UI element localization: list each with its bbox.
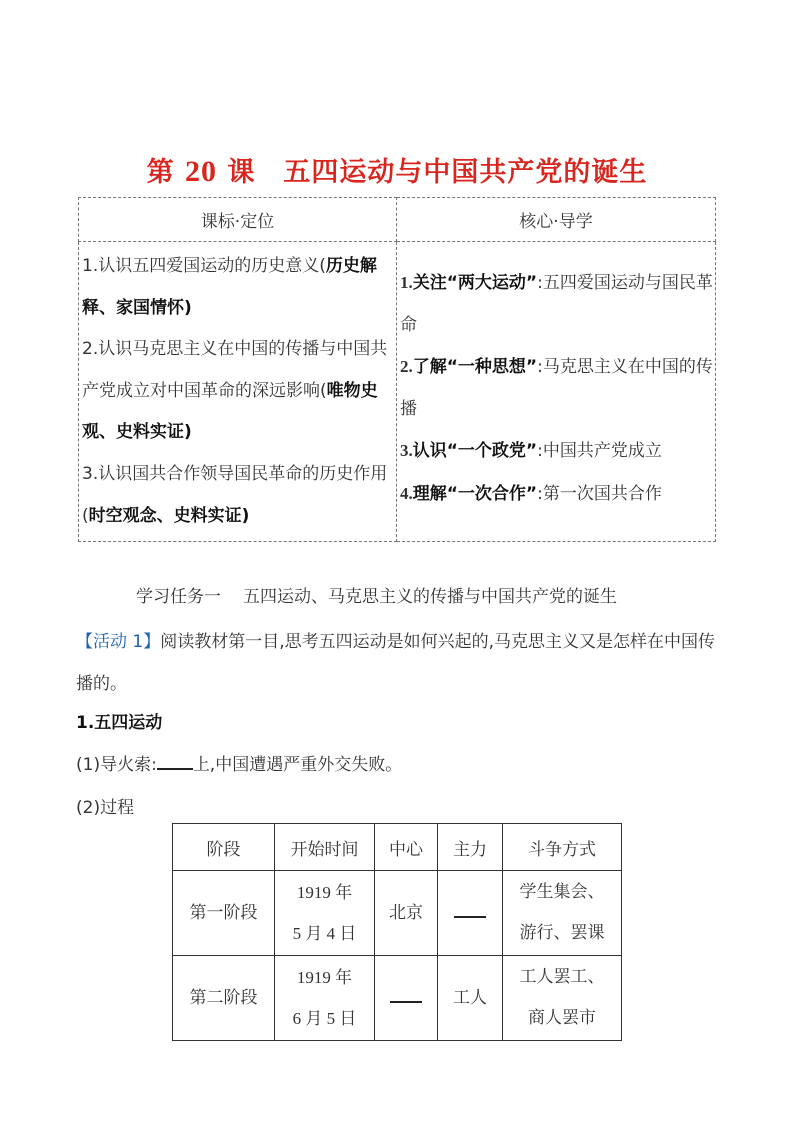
title-prefix: 第 bbox=[146, 157, 175, 188]
force-cell bbox=[438, 871, 503, 956]
table-row bbox=[173, 956, 622, 1041]
title-suffix: 课 bbox=[227, 157, 256, 188]
guide-cell bbox=[397, 242, 716, 542]
col-header-center: 中心 bbox=[375, 824, 438, 871]
curriculum-item-3: 3.认识国共合作领导国民革命的历史作用(时空观念、史料实证) bbox=[82, 463, 388, 526]
curriculum-item-1: 1.认识五四爱国运动的历史意义(历史解释、家国情怀) bbox=[82, 256, 377, 318]
question-1-suffix: 上,中国遭遇严重外交失败。 bbox=[192, 755, 403, 775]
task-label: 学习任务一 bbox=[136, 587, 221, 607]
time-cell: 1919 年 6 月 5 日 bbox=[275, 956, 375, 1041]
center-cell bbox=[375, 956, 438, 1041]
fill-blank[interactable] bbox=[157, 752, 193, 770]
table-row bbox=[173, 871, 622, 956]
col-header-force: 主力 bbox=[438, 824, 503, 871]
process-table bbox=[172, 823, 622, 1041]
overview-table bbox=[78, 197, 716, 542]
col-header-time: 开始时间 bbox=[275, 824, 375, 871]
col-header-stage: 阶段 bbox=[173, 824, 275, 871]
curriculum-item-2: 2.认识马克思主义在中国的传播与中国共产党成立对中国革命的深远影响(唯物史观、史料实证) bbox=[82, 339, 388, 443]
guide-item-1: 1.关注“两大运动”:五四爱国运动与国民革命 bbox=[400, 273, 713, 335]
force-cell: 工人 bbox=[438, 956, 503, 1041]
activity-paragraph bbox=[76, 621, 724, 705]
guide-item-2: 2.了解“一种思想”:马克思主义在中国的传播 bbox=[400, 357, 713, 419]
fill-blank[interactable] bbox=[390, 981, 422, 1003]
guide-item-3: 3.认识“一个政党”:中国共产党成立 bbox=[400, 441, 662, 462]
header-curriculum: 课标·定位 bbox=[79, 198, 397, 242]
question-1-prefix: (1)导火索: bbox=[76, 755, 157, 775]
lesson-number: 20 bbox=[185, 155, 217, 188]
question-2: (2)过程 bbox=[76, 798, 135, 818]
fill-blank[interactable] bbox=[454, 896, 486, 918]
header-guide: 核心·导学 bbox=[397, 198, 716, 242]
guide-item-4: 4.理解“一次合作”:第一次国共合作 bbox=[400, 483, 662, 504]
task-heading bbox=[136, 582, 617, 607]
section-heading: 1.五四运动 bbox=[76, 713, 163, 733]
curriculum-cell bbox=[79, 242, 397, 542]
task-text: 五四运动、马克思主义的传播与中国共产党的诞生 bbox=[243, 587, 617, 607]
question-1 bbox=[76, 750, 402, 775]
method-cell: 学生集会、 游行、罢课 bbox=[503, 871, 622, 956]
method-cell: 工人罢工、 商人罢市 bbox=[503, 956, 622, 1041]
stage-cell: 第一阶段 bbox=[173, 871, 275, 956]
lesson-title bbox=[0, 150, 794, 189]
stage-cell: 第二阶段 bbox=[173, 956, 275, 1041]
activity-text: 阅读教材第一目,思考五四运动是如何兴起的,马克思主义又是怎样在中国传播的。 bbox=[76, 632, 716, 694]
time-cell: 1919 年 5 月 4 日 bbox=[275, 871, 375, 956]
lesson-name: 五四运动与中国共产党的诞生 bbox=[283, 157, 648, 188]
activity-tag: 【活动 1】 bbox=[76, 632, 161, 652]
center-cell: 北京 bbox=[375, 871, 438, 956]
col-header-method: 斗争方式 bbox=[503, 824, 622, 871]
